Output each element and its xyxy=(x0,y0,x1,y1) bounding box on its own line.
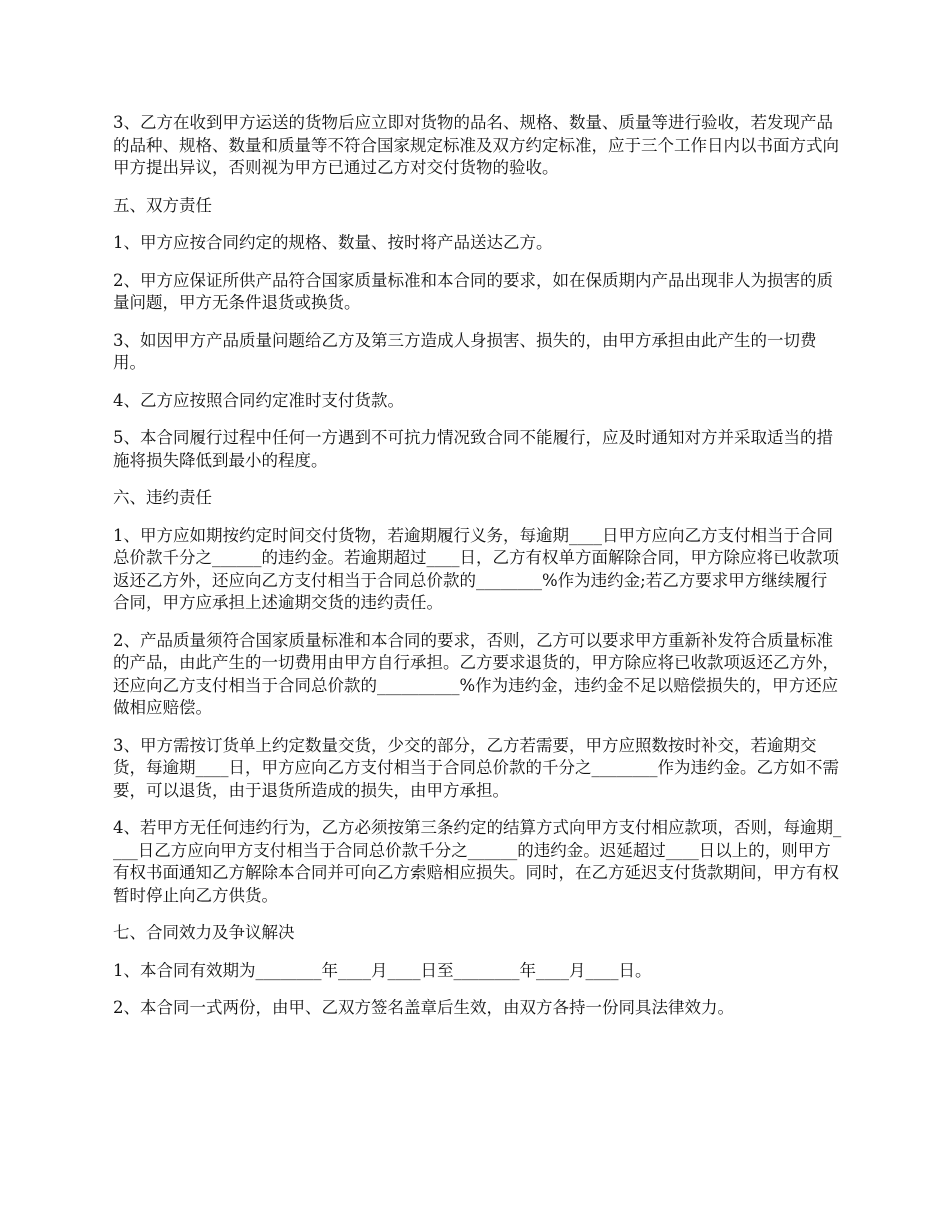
clause-6-2: 2、产品质量须符合国家质量标准和本合同的要求，否则，乙方可以要求甲方重新补发符合质量标准的产品，由此产生的一切费用由甲方自行承担。乙方要求退货的，甲方除应将已收款项返还乙方外，还应向乙方支付相当于合同总价款的__________%作为违约金，违约金不足以赔偿损失的，甲方还应做相应赔偿。 xyxy=(113,630,839,717)
clause-4-3-inspection: 3、乙方在收到甲方运送的货物后应立即对货物的品名、规格、数量、质量等进行验收，若发现产品的品种、规格、数量和质量等不符合国家规定标准及双方约定标准，应于三个工作日内以书面方式向甲方提出异议，否则视为甲方已通过乙方对交付货物的验收。 xyxy=(113,113,839,177)
clause-7-1: 1、本合同有效期为________年____月____日至________年____月____日。 xyxy=(113,960,652,980)
clause-6-4: 4、若甲方无任何违约行为，乙方必须按第三条约定的结算方式向甲方支付相应款项，否则，每逾期____日乙方应向甲方支付相当于合同总价款千分之______的违约金。迟延超过____日以上的，则甲方有权书面通知乙方解除本合同并可向乙方索赔相应损失。同时，在乙方延迟支付货款期间，甲方有权暂时停止向乙方供货。 xyxy=(113,818,842,905)
clause-7-2: 2、本合同一式两份，由甲、乙双方签名盖章后生效，由双方各持一份同具法律效力。 xyxy=(113,998,734,1017)
section-6-heading: 六、违约责任 xyxy=(113,488,212,507)
document-page xyxy=(113,112,843,1035)
clause-5-4: 4、乙方应按照合同约定准时支付货款。 xyxy=(113,390,404,410)
clause-5-1: 1、甲方应按合同约定的规格、数量、按时将产品送达乙方。 xyxy=(113,233,553,252)
clause-5-5: 5、本合同履行过程中任何一方遇到不可抗力情况致合同不能履行，应及时通知对方并采取适当的措施将损失降低到最小的程度。 xyxy=(113,428,833,470)
section-5-heading: 五、双方责任 xyxy=(113,195,212,215)
clause-5-2: 2、甲方应保证所供产品符合国家质量标准和本合同的要求，如在保质期内产品出现非人为损害的质量问题，甲方无条件退货或换货。 xyxy=(113,270,833,312)
clause-6-3: 3、甲方需按订货单上约定数量交货，少交的部分，乙方若需要，甲方应照数按时补交，若逾期交货，每逾期____日，甲方应向乙方支付相当于合同总价款的千分之________作为违约金。乙方如不需要，可以退货，由于退货所造成的损失，由甲方承担。 xyxy=(113,735,839,800)
section-7-heading: 七、合同效力及争议解决 xyxy=(113,923,295,942)
clause-6-1: 1、甲方应如期按约定时间交付货物，若逾期履行义务，每逾期____日甲方应向乙方支付相当于合同总价款千分之______的违约金。若逾期超过____日，乙方有权单方面解除合同，甲方除应将已收款项返还乙方外，还应向乙方支付相当于合同总价款的________%作为违约金;若乙方要求甲方继续履行合同，甲方应承担上述逾期交货的违约责任。 xyxy=(113,525,839,612)
clause-5-3: 3、如因甲方产品质量问题给乙方及第三方造成人身损害、损失的，由甲方承担由此产生的一切费用。 xyxy=(113,330,817,372)
